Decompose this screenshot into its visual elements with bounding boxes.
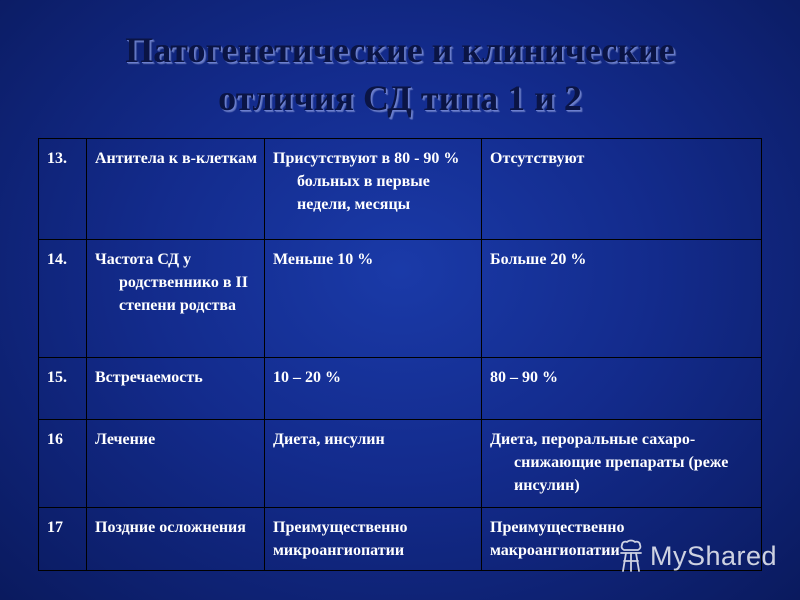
type1-cell: Преимущественно микроангиопатии (265, 508, 482, 571)
slide-title (40, 26, 760, 122)
feature-cell (87, 240, 265, 358)
table-row (39, 139, 762, 240)
table-row (39, 240, 762, 358)
feature-text: Частота СД у родственнико в II степени родства (95, 251, 248, 314)
type1-cell: Диета, инсулин (265, 420, 482, 508)
row-number: 16 (39, 420, 87, 508)
type2-text: Диета, пероральные сахаро-снижающие препараты (реже инсулин) (490, 431, 729, 494)
title-line-1: Патогенетические и клинические (125, 30, 675, 70)
type2-cell: 80 – 90 % (482, 358, 762, 420)
watermark[interactable] (618, 538, 777, 574)
row-number: 14. (39, 240, 87, 358)
comparison-table (38, 138, 762, 571)
type1-text: Присутствуют в 80 - 90 % больных в первые недели, месяцы (273, 150, 460, 213)
title-line-2: отличия СД типа 1 и 2 (218, 78, 582, 118)
type2-cell: Преимущественно макроангиопатии (482, 508, 762, 571)
type2-cell (482, 420, 762, 508)
feature-text: Антитела к в-клеткам (95, 150, 258, 167)
row-number: 15. (39, 358, 87, 420)
row-number: 13. (39, 139, 87, 240)
row-number: 17 (39, 508, 87, 571)
myshared-logo-icon (618, 539, 644, 573)
table-row (39, 420, 762, 508)
feature-cell (87, 139, 265, 240)
feature-cell: Лечение (87, 420, 265, 508)
type2-cell: Больше 20 % (482, 240, 762, 358)
feature-text: Поздние осложнения (95, 519, 246, 536)
feature-cell: Встречаемость (87, 358, 265, 420)
feature-cell (87, 508, 265, 571)
table-row (39, 358, 762, 420)
type2-cell: Отсутствуют (482, 139, 762, 240)
watermark-text: MyShared (650, 540, 778, 571)
type1-cell: Меньше 10 % (265, 240, 482, 358)
type1-cell (265, 139, 482, 240)
type1-cell: 10 – 20 % (265, 358, 482, 420)
